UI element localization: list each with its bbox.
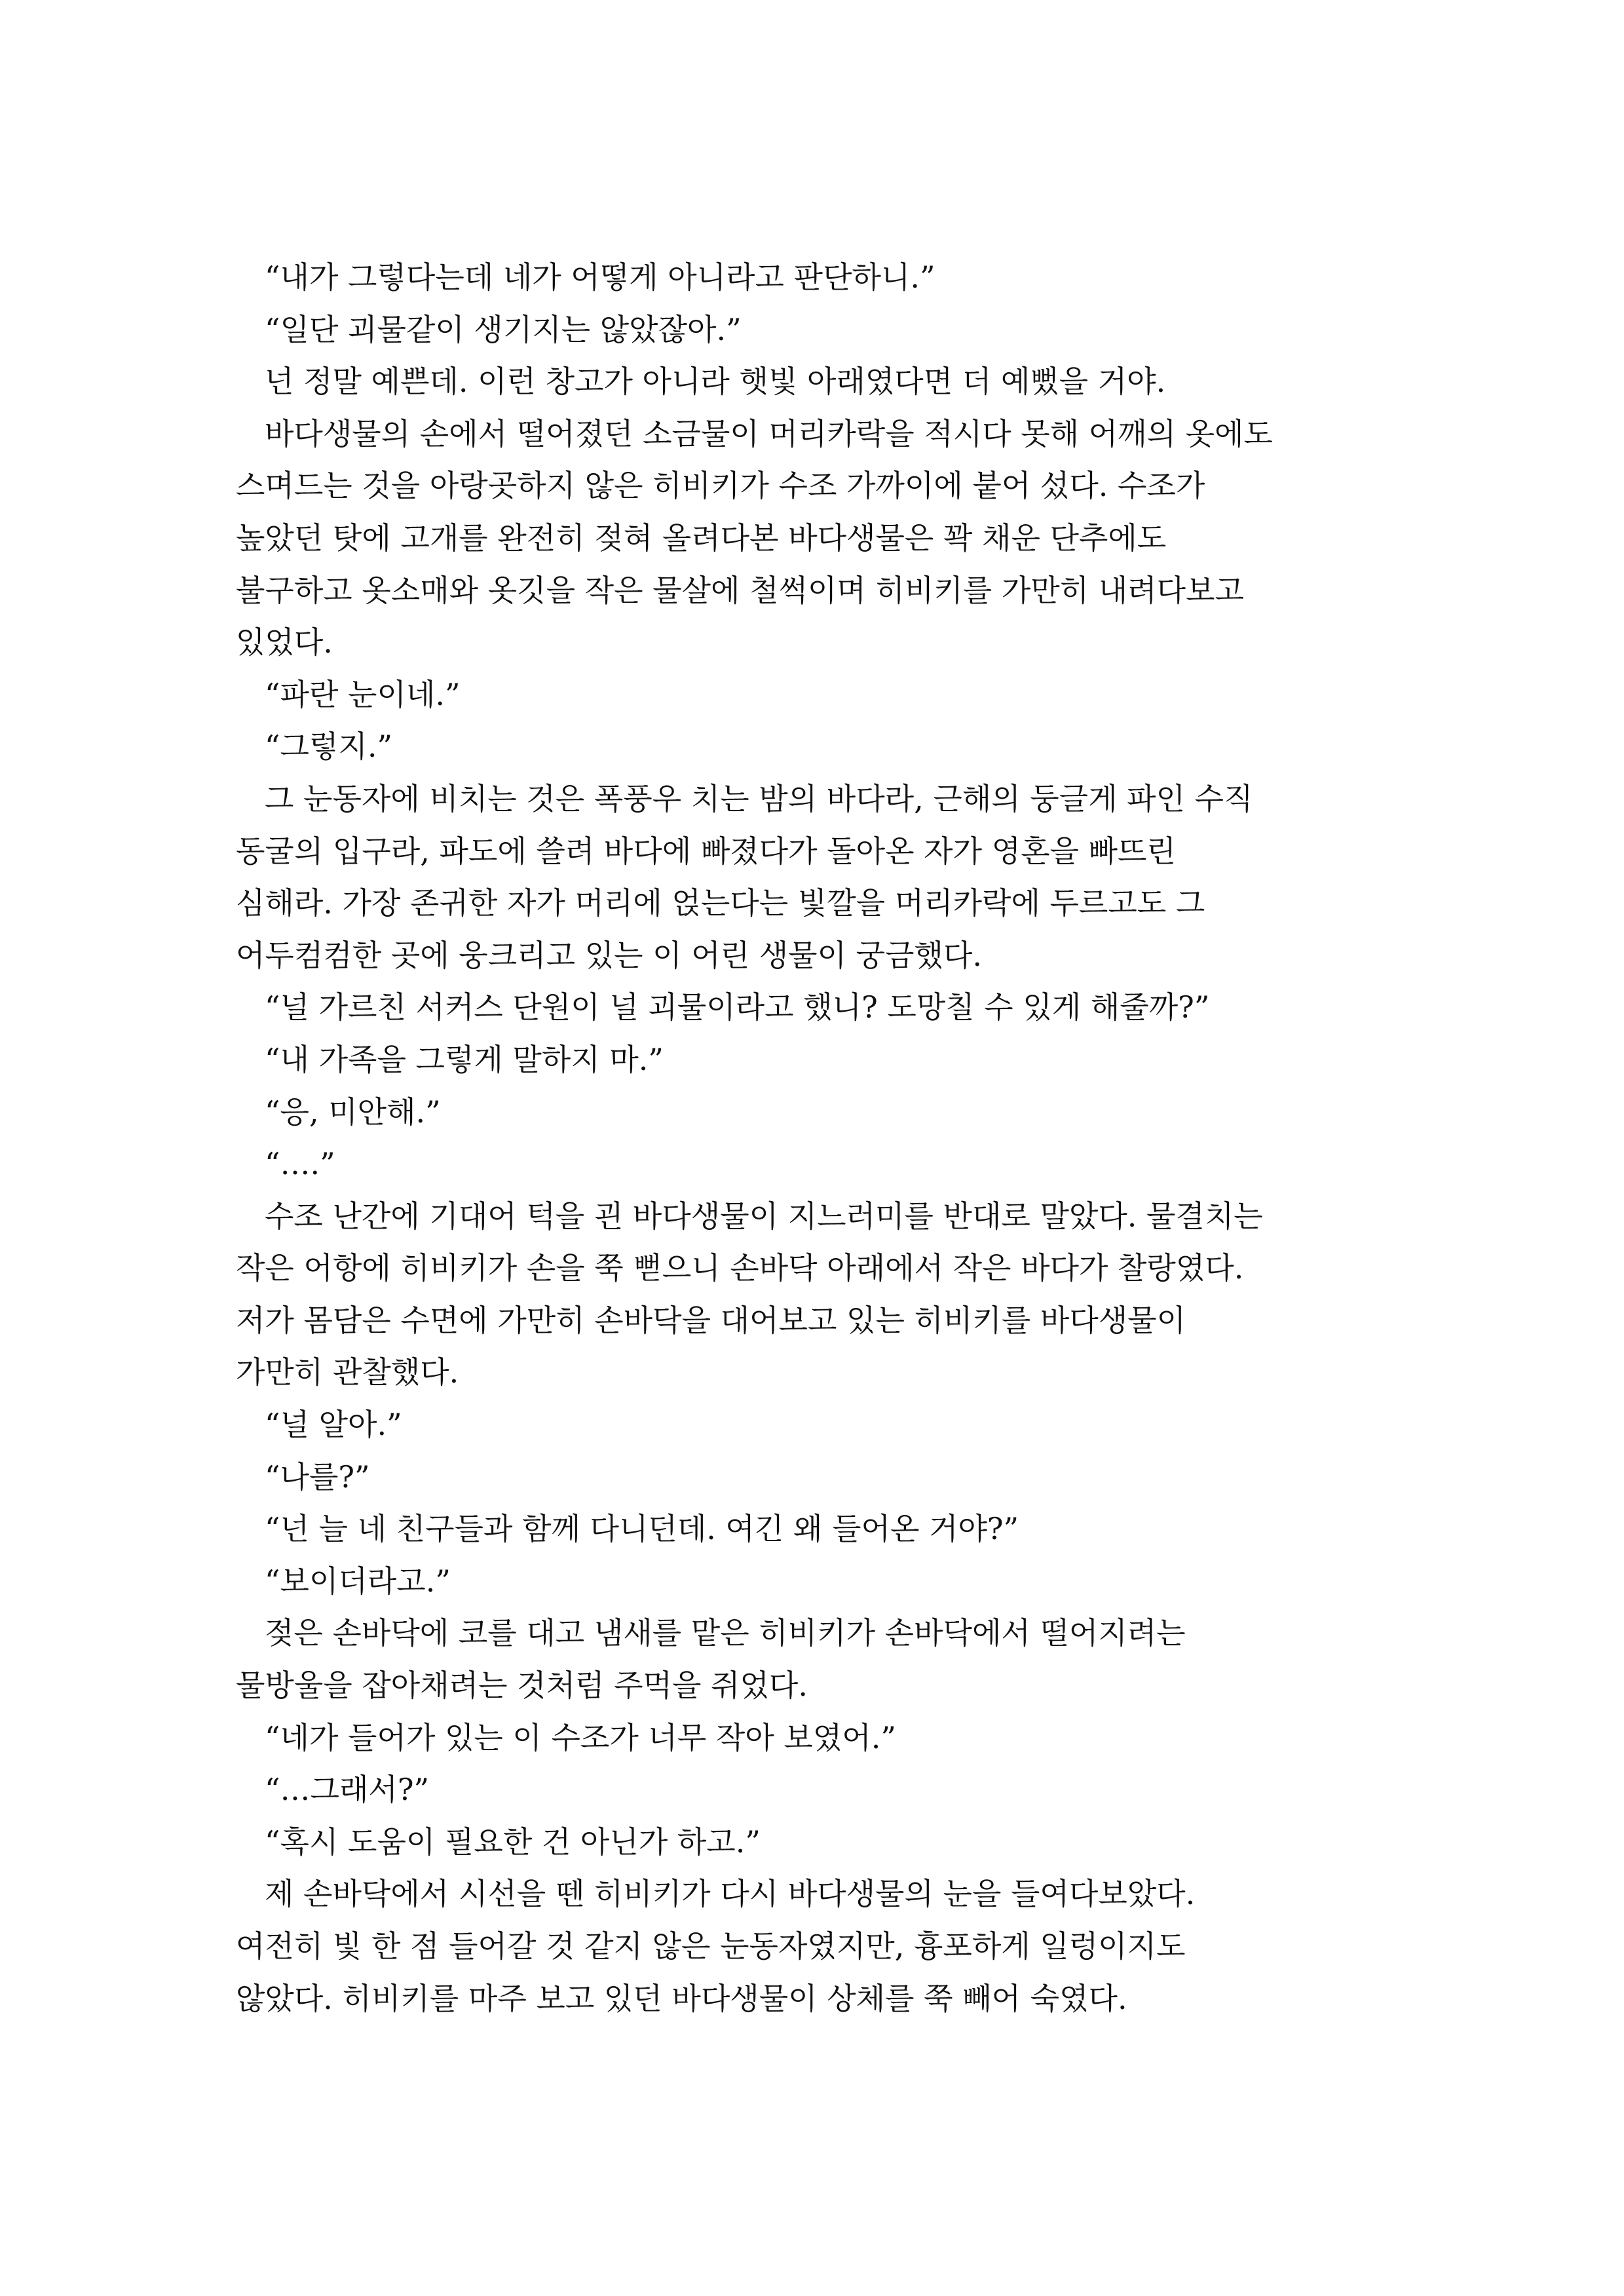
text-line: “내가 그렇다는데 네가 어떻게 아니라고 판단하니.” — [265, 259, 935, 295]
text-line: “그렇지.” — [265, 729, 392, 765]
text-line: 그 눈동자에 비치는 것은 폭풍우 치는 밤의 바다라, 근해의 둥글게 파인 수직 — [265, 780, 1253, 816]
text-line: “…그래서?” — [265, 1772, 430, 1808]
text-line: 동굴의 입구라, 파도에 쓸려 바다에 빠졌다가 돌아온 자가 영혼을 빠뜨린 — [236, 833, 1176, 869]
text-line: 저가 몸담은 수면에 가만히 손바닥을 대어보고 있는 히비키를 바다생물이 — [236, 1302, 1186, 1338]
text-line: 제 손바닥에서 시선을 뗀 히비키가 다시 바다생물의 눈을 들여다보았다. — [265, 1876, 1196, 1912]
text-line: 물방울을 잡아채려는 것처럼 주먹을 쥐었다. — [236, 1668, 808, 1704]
text-line: 심해라. 가장 존귀한 자가 머리에 얹는다는 빛깔을 머리카락에 두르고도 그 — [236, 885, 1205, 921]
text-line: “응, 미안해.” — [265, 1094, 441, 1130]
text-line: 여전히 빛 한 점 들어갈 것 같지 않은 눈동자였지만, 흉포하게 일렁이지도 — [236, 1928, 1186, 1964]
text-line: “네가 들어가 있는 이 수조가 너무 작아 보였어.” — [265, 1719, 896, 1755]
text-line: “….” — [265, 1146, 335, 1182]
text-line: “내 가족을 그렇게 말하지 마.” — [265, 1041, 664, 1077]
text-line: 않았다. 히비키를 마주 보고 있던 바다생물이 상체를 쭉 빼어 숙였다. — [236, 1980, 1127, 2016]
text-line: 스며드는 것을 아랑곳하지 않은 히비키가 수조 가까이에 붙어 섰다. 수조가 — [236, 468, 1205, 504]
text-line: 어두컴컴한 곳에 웅크리고 있는 이 어린 생물이 궁금했다. — [236, 937, 983, 973]
text-line: “널 알아.” — [265, 1407, 402, 1443]
text-line: “파란 눈이네.” — [265, 676, 461, 712]
text-line: 젖은 손바닥에 코를 대고 냄새를 맡은 히비키가 손바닥에서 떨어지려는 — [265, 1615, 1186, 1651]
text-line: 바다생물의 손에서 떨어졌던 소금물이 머리카락을 적시다 못해 어깨의 옷에도 — [265, 415, 1273, 451]
text-line: “일단 괴물같이 생기지는 않았잖아.” — [265, 311, 742, 347]
text-line: 가만히 관찰했다. — [236, 1354, 459, 1390]
text-line: 수조 난간에 기대어 턱을 괸 바다생물이 지느러미를 반대로 말았다. 물결치는 — [265, 1198, 1263, 1234]
text-line: “보이더라고.” — [265, 1563, 451, 1599]
text-line: 넌 정말 예쁜데. 이런 창고가 아니라 햇빛 아래였다면 더 예뻤을 거야. — [265, 364, 1166, 400]
text-line: 있었다. — [236, 624, 333, 660]
text-line: 높았던 탓에 고개를 완전히 젖혀 올려다본 바다생물은 꽉 채운 단추에도 — [236, 520, 1167, 556]
text-line: “널 가르친 서커스 단원이 널 괴물이라고 했니? 도망칠 수 있게 해줄까?” — [265, 989, 1210, 1025]
text-line: “혹시 도움이 필요한 건 아닌가 하고.” — [265, 1824, 761, 1860]
text-line: 작은 어항에 히비키가 손을 쭉 뻗으니 손바닥 아래에서 작은 바다가 찰랑였다. — [236, 1250, 1244, 1286]
text-line: 불구하고 옷소매와 옷깃을 작은 물살에 철썩이며 히비키를 가만히 내려다보고 — [236, 572, 1244, 608]
document-page — [236, 252, 1415, 2025]
text-line: “나를?” — [265, 1459, 370, 1495]
text-line: “넌 늘 네 친구들과 함께 다니던데. 여긴 왜 들어온 거야?” — [265, 1511, 1019, 1547]
